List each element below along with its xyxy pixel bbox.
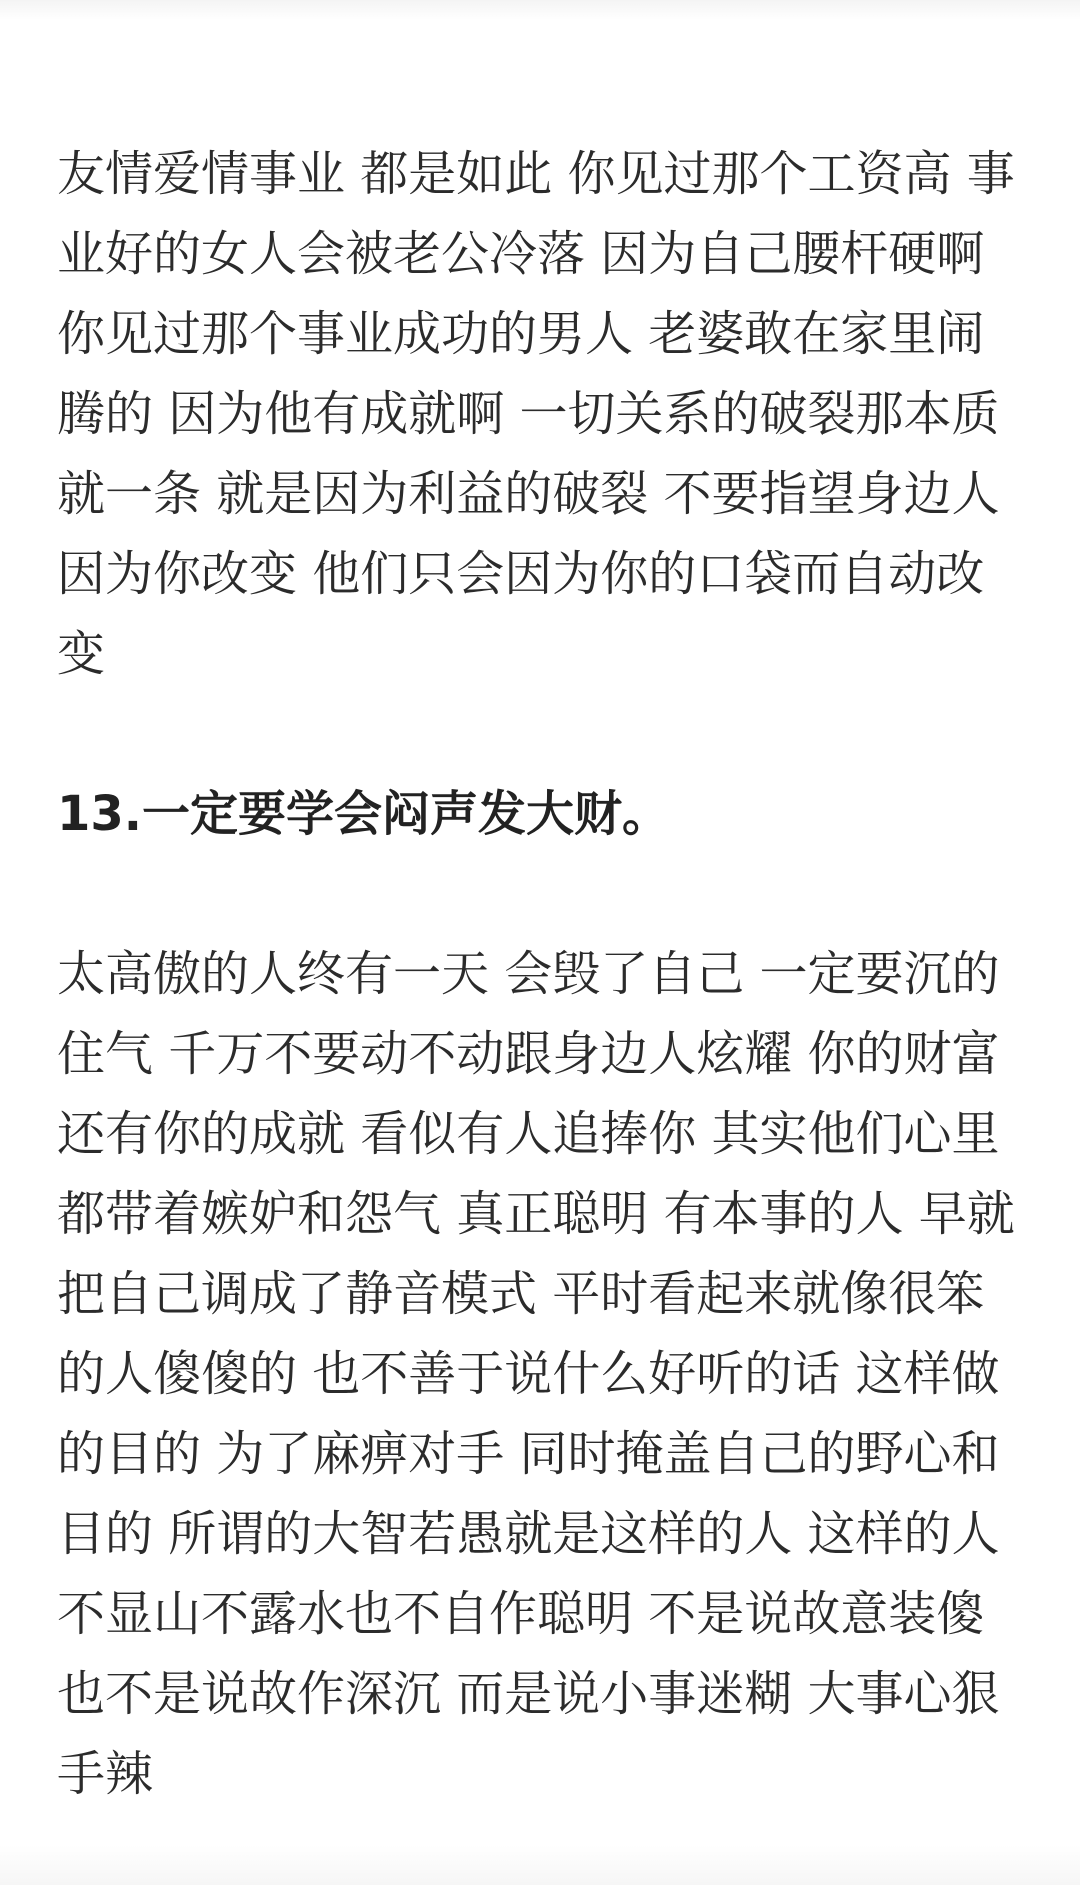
paragraph-line: 腾的 因为他有成就啊 一切关系的破裂那本质: [57, 386, 1000, 442]
paragraph-line: 也不是说故作深沉 而是说小事迷糊 大事心狠: [57, 1666, 1000, 1722]
paragraph-line: 就一条 就是因为利益的破裂 不要指望身边人: [57, 466, 1000, 522]
paragraph-line: 你见过那个事业成功的男人 老婆敢在家里闹: [57, 306, 985, 362]
paragraph-line: 友情爱情事业 都是如此 你见过那个工资高 事: [57, 146, 1015, 202]
paragraph-line: 都带着嫉妒和怨气 真正聪明 有本事的人 早就: [57, 1186, 1015, 1242]
paragraph-line: 因为你改变 他们只会因为你的口袋而自动改: [57, 546, 985, 602]
paragraph-line: 还有你的成就 看似有人追捧你 其实他们心里: [57, 1106, 1000, 1162]
section-heading: 13.一定要学会闷声发大财。: [57, 786, 671, 842]
paragraph-line: 业好的女人会被老公冷落 因为自己腰杆硬啊: [57, 226, 985, 282]
paragraph-line: 不显山不露水也不自作聪明 不是说故意装傻: [57, 1586, 985, 1642]
paragraph-line: 把自己调成了静音模式 平时看起来就像很笨: [57, 1266, 985, 1322]
paragraph-line: 变: [57, 626, 106, 682]
paragraph-line: 太高傲的人终有一天 会毁了自己 一定要沉的: [57, 946, 1000, 1002]
bottom-edge-shadow: [0, 1845, 1080, 1885]
paragraph-2: [57, 934, 1047, 1814]
paragraph-line: 手辣: [57, 1746, 154, 1802]
paragraph-line: 目的 所谓的大智若愚就是这样的人 这样的人: [57, 1506, 1000, 1562]
paragraph-1: [57, 134, 1047, 694]
paragraph-line: 住气 千万不要动不动跟身边人炫耀 你的财富: [57, 1026, 1000, 1082]
paragraph-line: 的目的 为了麻痹对手 同时掩盖自己的野心和: [57, 1426, 1000, 1482]
top-edge-shadow: [0, 0, 1080, 20]
paragraph-line: 的人傻傻的 也不善于说什么好听的话 这样做: [57, 1346, 1000, 1402]
article-body: [57, 134, 1047, 1814]
